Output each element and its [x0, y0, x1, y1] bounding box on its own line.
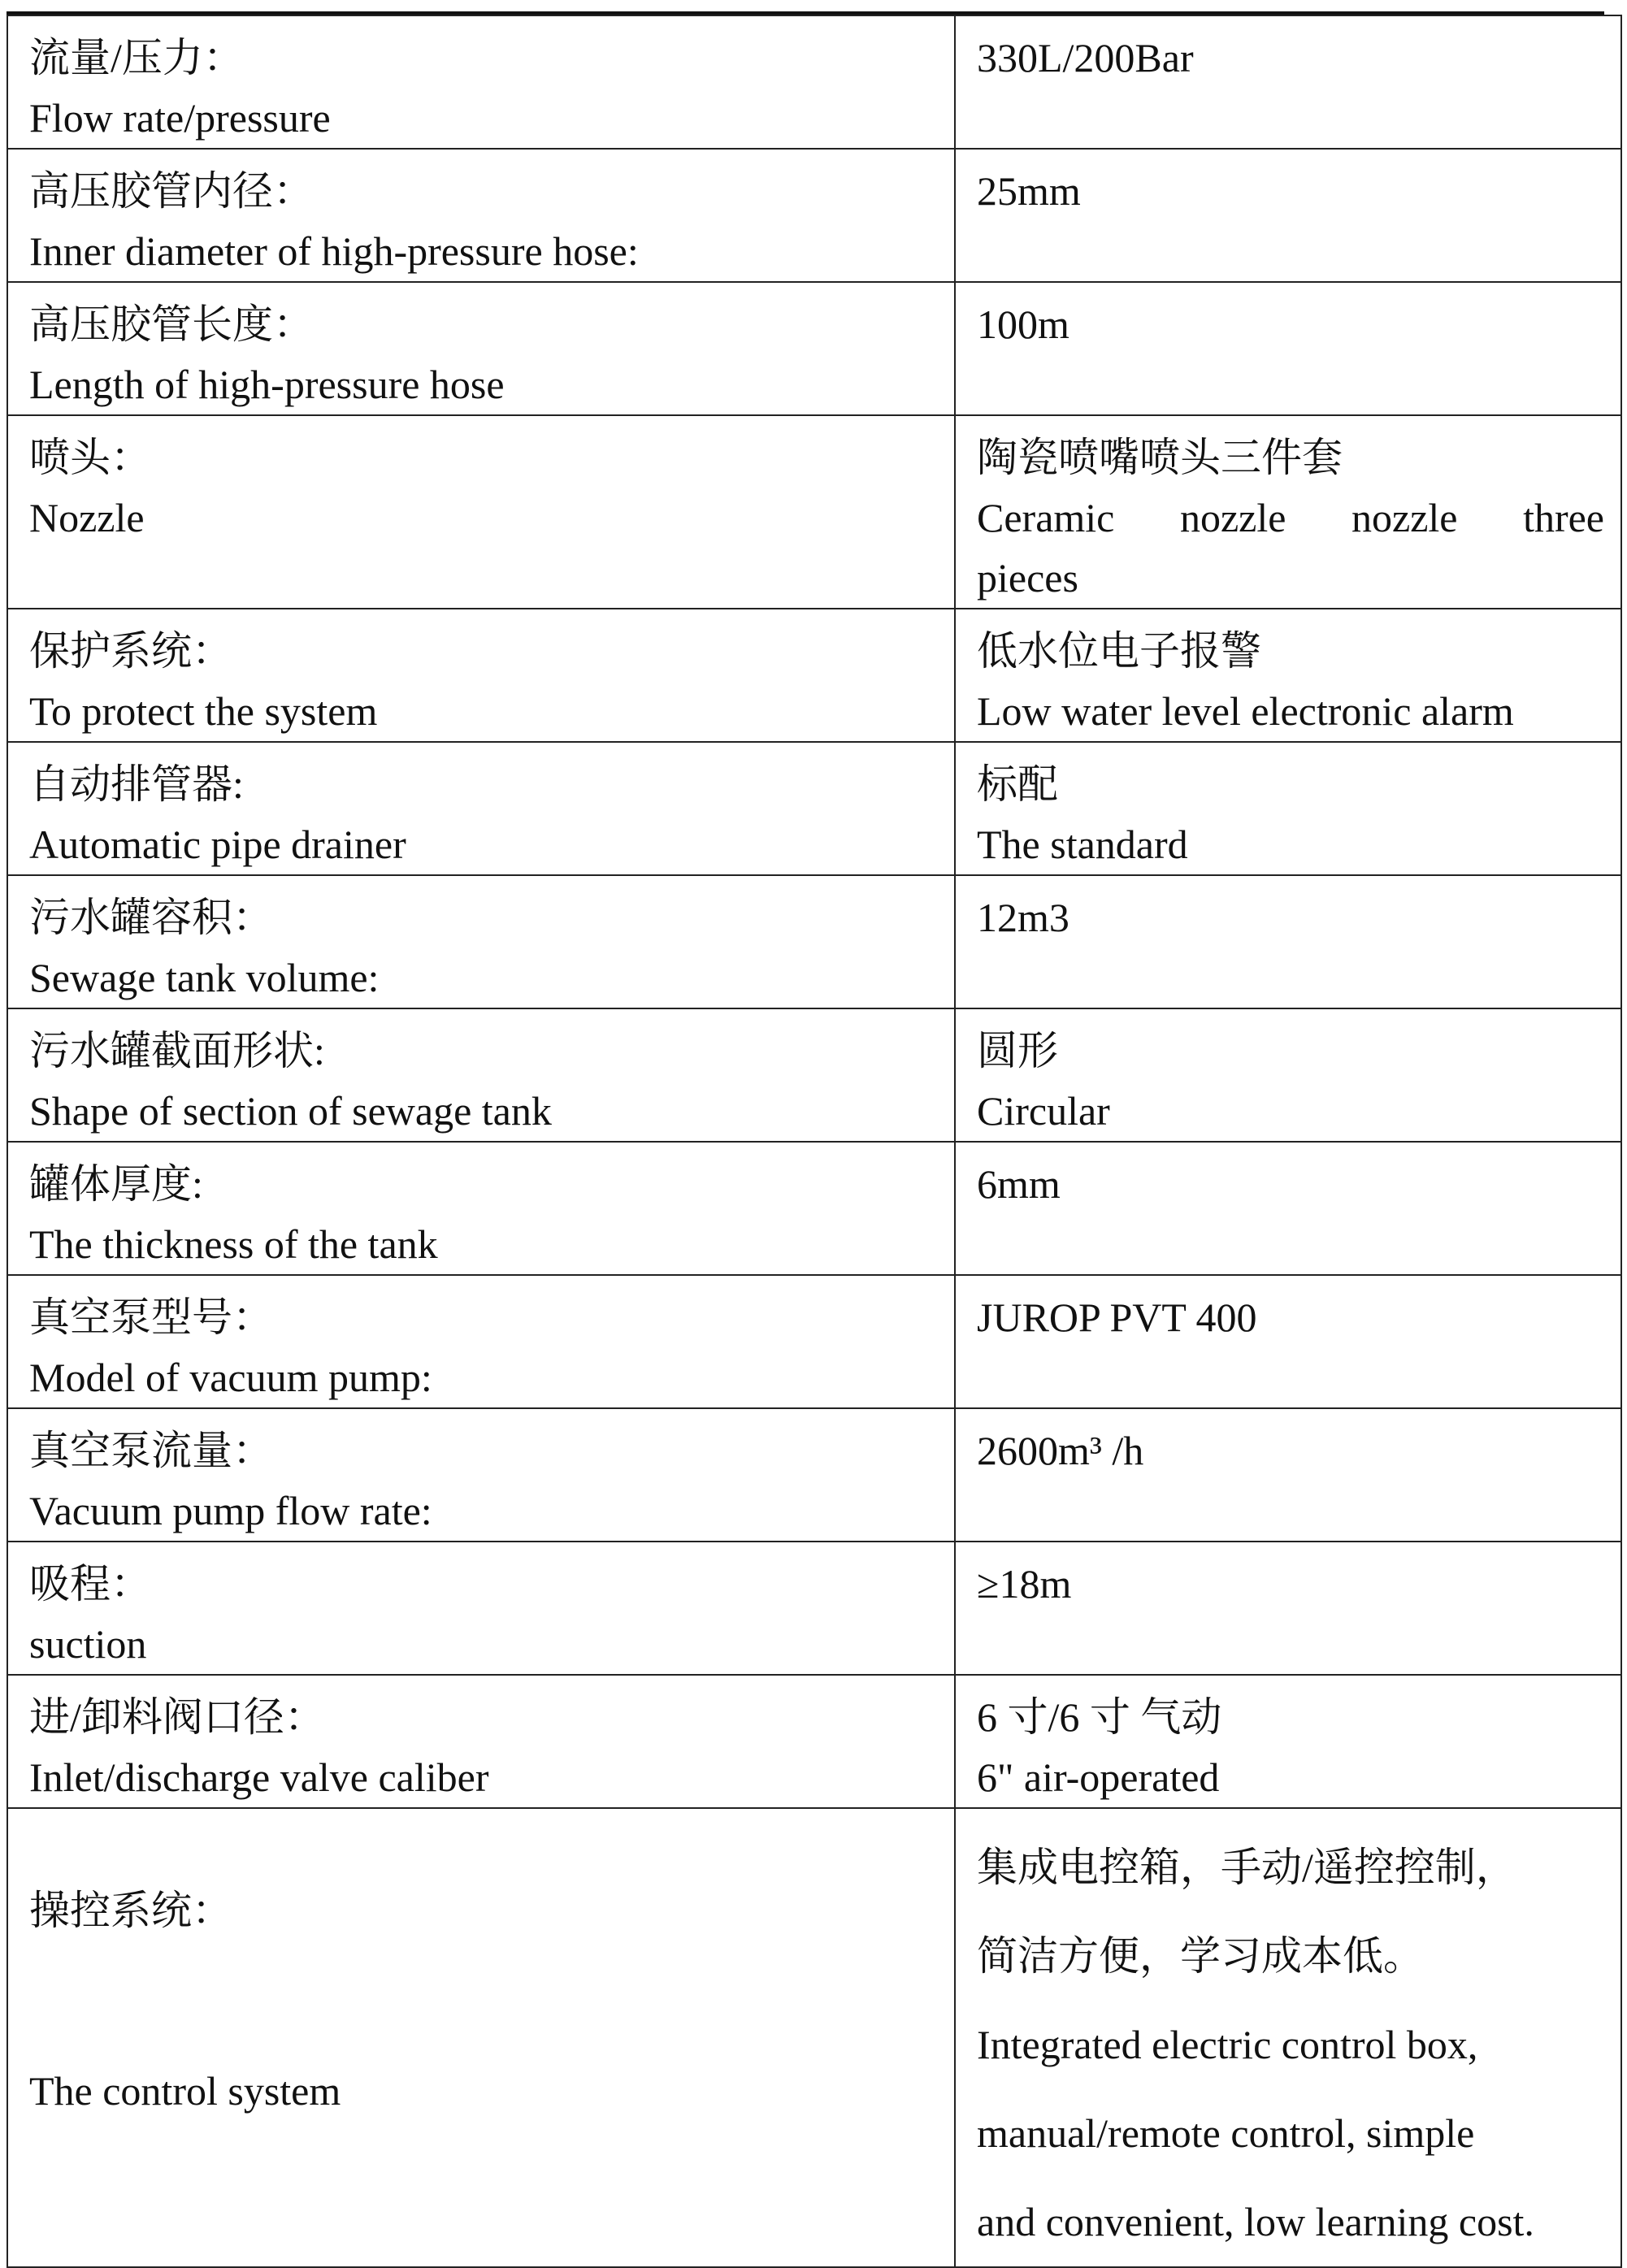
value-line: JUROP PVT 400: [977, 1294, 1257, 1340]
table-row: [7, 742, 1621, 875]
table-row: [7, 149, 1621, 282]
value-cell: [955, 1008, 1621, 1142]
table-row: [7, 1275, 1621, 1408]
label-cell: [7, 1542, 955, 1675]
label-cn: 真空泵流量：: [29, 1428, 273, 1473]
value-line: The standard: [977, 822, 1188, 867]
label-en: To protect the system: [29, 688, 378, 734]
label-cell: [7, 282, 955, 415]
value-line: 低水位电子报警: [977, 628, 1261, 674]
label-cell: [7, 875, 955, 1008]
label-cn: 高压胶管长度：: [29, 301, 314, 347]
value-cell: [955, 609, 1621, 742]
label-en: suction: [29, 1621, 147, 1667]
value-line: 简洁方便，学习成本低。: [977, 1933, 1424, 1979]
value-cell: [955, 1408, 1621, 1542]
label-cn: 罐体厚度:: [29, 1161, 203, 1207]
label-en: Length of high-pressure hose: [29, 362, 505, 407]
label-cell: [7, 609, 955, 742]
table-row: [7, 1008, 1621, 1142]
label-en: Inner diameter of high-pressure hose:: [29, 228, 639, 274]
label-cell: [7, 149, 955, 282]
value-line: ≥18m: [977, 1561, 1072, 1607]
label-cell: [7, 1408, 955, 1542]
label-cn: 真空泵型号：: [29, 1294, 273, 1340]
label-cell: [7, 1675, 955, 1808]
label-cell: [7, 1142, 955, 1275]
label-cell: [7, 15, 955, 149]
label-cell: [7, 742, 955, 875]
label-cn: 保护系统：: [29, 628, 232, 674]
table-row: [7, 1675, 1621, 1808]
value-cell: [955, 415, 1621, 609]
value-cell: [955, 1542, 1621, 1675]
label-cell: [7, 1275, 955, 1408]
label-cell: [7, 415, 955, 609]
label-en: Vacuum pump flow rate:: [29, 1488, 432, 1533]
value-line: 圆形: [977, 1028, 1058, 1073]
value-cell: [955, 1808, 1621, 2267]
value-line: Circular: [977, 1088, 1110, 1134]
value-line: 12m3: [977, 895, 1069, 940]
label-en: Flow rate/pressure: [29, 95, 331, 141]
spec-table: [7, 15, 1622, 2268]
value-line: and convenient, low learning cost.: [977, 2199, 1534, 2244]
value-line: pieces: [977, 555, 1078, 601]
label-cn: 喷头：: [29, 435, 151, 480]
label-en: The control system: [29, 2068, 341, 2114]
value-line: 6 寸/6 寸 气动: [977, 1694, 1222, 1740]
value-line: Low water level electronic alarm: [977, 688, 1514, 734]
label-en: Model of vacuum pump:: [29, 1355, 432, 1400]
label-en: Automatic pipe drainer: [29, 822, 406, 867]
label-cell: [7, 1008, 955, 1142]
label-cn: 进/卸料阀口径：: [29, 1694, 325, 1740]
value-line: Integrated electric control box,: [977, 2022, 1478, 2067]
table-row: [7, 282, 1621, 415]
table-row: [7, 1408, 1621, 1542]
label-cn: 吸程：: [29, 1561, 151, 1607]
value-cell: [955, 282, 1621, 415]
label-en: Inlet/discharge valve caliber: [29, 1754, 489, 1800]
value-line: 标配: [977, 761, 1058, 807]
value-cell: [955, 1275, 1621, 1408]
label-cell: [7, 1808, 955, 2267]
value-line: 2600m³ /h: [977, 1428, 1144, 1473]
value-line: 25mm: [977, 168, 1081, 214]
table-row: [7, 609, 1621, 742]
value-line: 6" air-operated: [977, 1754, 1220, 1800]
value-cell: [955, 149, 1621, 282]
label-cn: 操控系统：: [29, 1888, 232, 1933]
label-cn: 污水罐容积：: [29, 895, 273, 940]
table-row: [7, 15, 1621, 149]
value-cell: [955, 15, 1621, 149]
label-en: Sewage tank volume:: [29, 955, 380, 1000]
table-row: [7, 1808, 1621, 2267]
label-cn: 高压胶管内径：: [29, 168, 314, 214]
value-cell: [955, 1675, 1621, 1808]
value-line: 6mm: [977, 1161, 1061, 1207]
label-en: The thickness of the tank: [29, 1221, 438, 1267]
value-line: 陶瓷喷嘴喷头三件套: [977, 435, 1343, 480]
table-row: [7, 1142, 1621, 1275]
label-en: Nozzle: [29, 495, 145, 540]
value-cell: [955, 875, 1621, 1008]
value-line: 100m: [977, 301, 1069, 347]
table-row: [7, 875, 1621, 1008]
label-en: Shape of section of sewage tank: [29, 1088, 552, 1134]
value-line: 集成电控箱，手动/遥控控制，: [977, 1845, 1516, 1890]
value-line: manual/remote control, simple: [977, 2110, 1475, 2156]
label-cn: 自动排管器:: [29, 761, 244, 807]
label-cn: 污水罐截面形状:: [29, 1028, 325, 1073]
value-cell: [955, 1142, 1621, 1275]
table-row: [7, 415, 1621, 609]
table-row: [7, 1542, 1621, 1675]
value-line: 330L/200Bar: [977, 35, 1194, 80]
value-cell: [955, 742, 1621, 875]
label-cn: 流量/压力：: [29, 35, 244, 80]
value-line: Ceramic nozzle nozzle three: [977, 495, 1604, 540]
